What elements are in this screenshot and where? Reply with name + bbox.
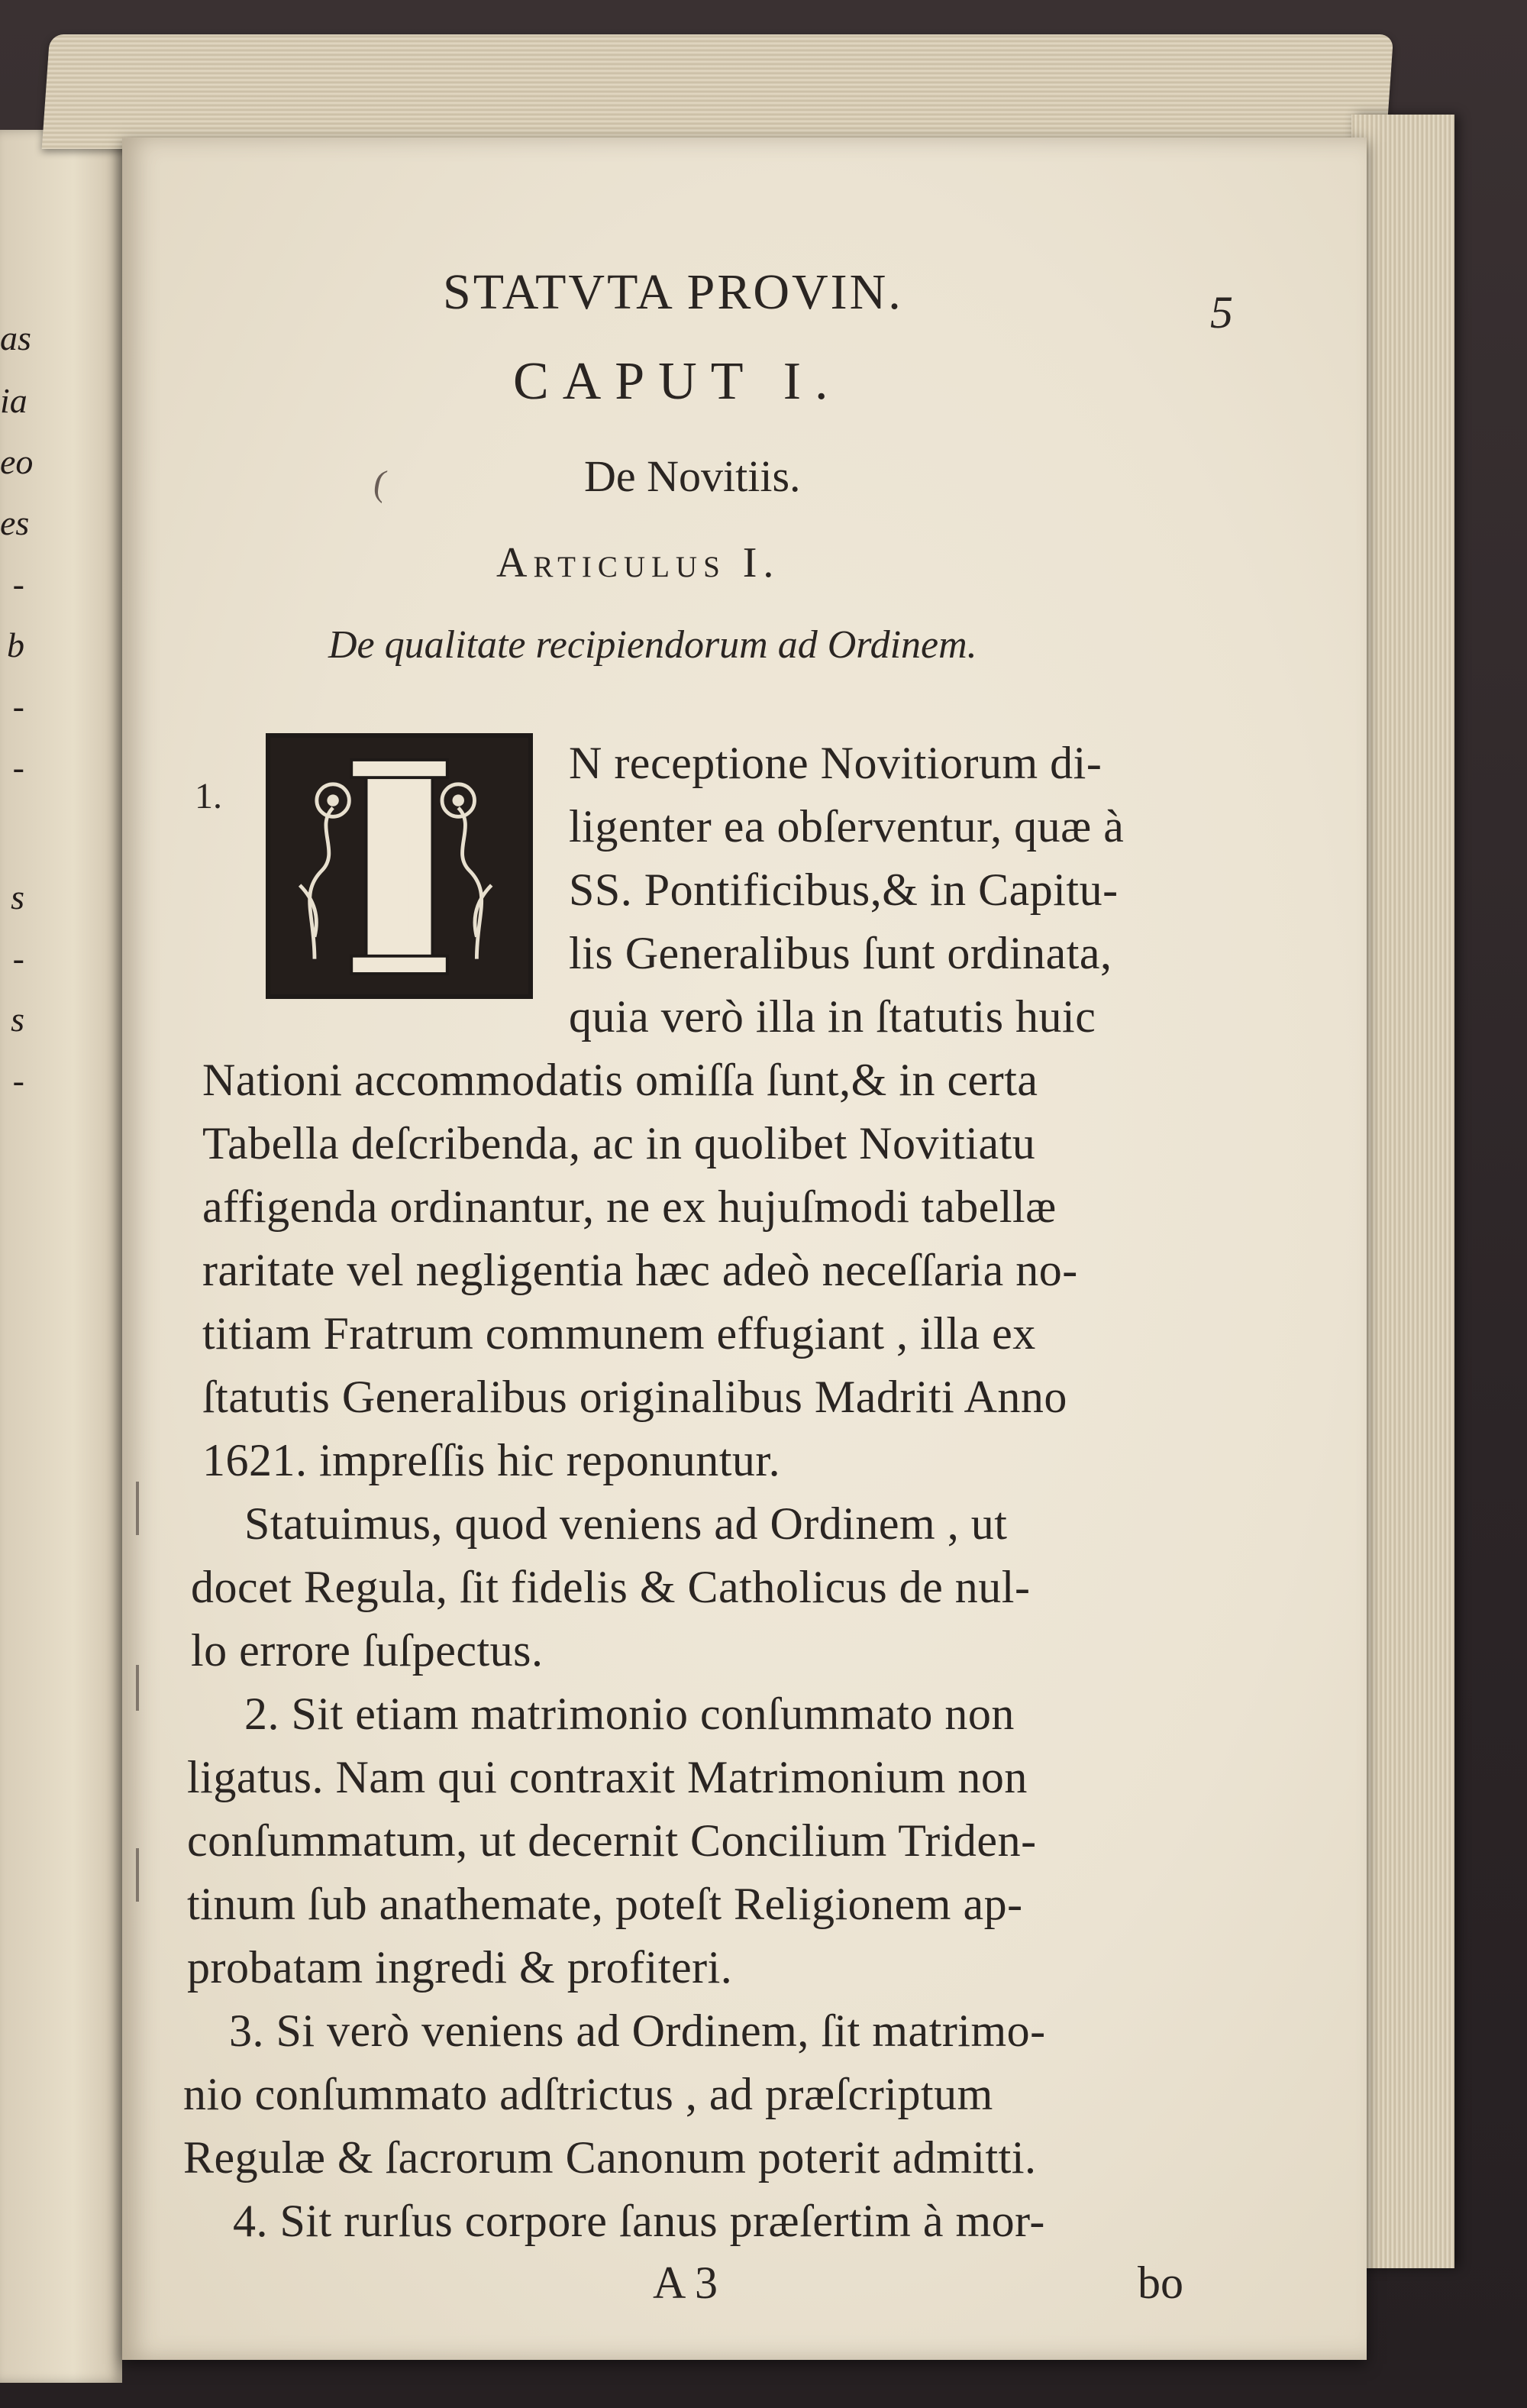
text-line: ligenter ea obſerventur, quæ à bbox=[569, 801, 1125, 852]
text-line: Nationi accommodatis omiſſa ſunt,& in certa bbox=[202, 1055, 1038, 1105]
text-line: docet Regula, ſit fidelis & Catholicus de nul- bbox=[191, 1562, 1031, 1612]
article-heading: De qualitate recipiendorum ad Ordinem. bbox=[328, 623, 977, 667]
initial-letter: I bbox=[368, 781, 431, 985]
pencil-mark: ( bbox=[370, 462, 390, 504]
text-line: 1621. impreſſis hic reponuntur. bbox=[202, 1435, 781, 1485]
gutter-mark bbox=[136, 1665, 139, 1711]
text-line: nio conſummato adſtrictus , ad præſcriptum bbox=[183, 2069, 993, 2119]
left-fragment: - bbox=[12, 564, 24, 603]
text-line: ſtatutis Generalibus originalibus Madriti Anno bbox=[202, 1372, 1067, 1422]
folio-mark: 5 bbox=[1210, 287, 1233, 338]
text-line: ligatus. Nam qui contraxit Matrimonium non bbox=[187, 1752, 1028, 1802]
section-number: 1. bbox=[195, 776, 222, 816]
signature-mark: A 3 bbox=[653, 2258, 718, 2308]
gutter-mark bbox=[136, 1482, 139, 1535]
left-fragment: s bbox=[11, 1000, 24, 1039]
text-line: affigenda ordinantur, ne ex hujuſmodi tabellæ bbox=[202, 1181, 1057, 1232]
left-fragment: s bbox=[11, 878, 24, 916]
text-line: tinum ſub anathemate, poteſt Religionem ap- bbox=[187, 1879, 1023, 1929]
text-line: Regulæ & ſacrorum Canonum poterit admitti. bbox=[183, 2132, 1037, 2183]
text-line: lis Generalibus ſunt ordinata, bbox=[569, 928, 1112, 978]
article-title: Articulus I. bbox=[496, 539, 780, 587]
left-fragment: - bbox=[12, 939, 24, 978]
previous-page-edge bbox=[0, 130, 122, 2383]
page-block-fore-edge bbox=[1351, 115, 1454, 2268]
chapter-title: CAPUT I. bbox=[513, 352, 842, 411]
text-line: Tabella deſcribenda, ac in quolibet Novitiatu bbox=[202, 1118, 1036, 1168]
left-fragment: eo bbox=[0, 442, 34, 481]
page-block-top-edge bbox=[42, 34, 1393, 149]
left-fragment: - bbox=[12, 748, 24, 787]
text-line: titiam Fratrum communem effugiant , illa ex bbox=[202, 1308, 1036, 1359]
left-fragment: - bbox=[12, 687, 24, 726]
text-line: probatam ingredi & profiteri. bbox=[187, 1942, 733, 1993]
left-fragment: ia bbox=[0, 381, 27, 420]
left-fragment: - bbox=[12, 1061, 24, 1100]
catchword: bo bbox=[1138, 2258, 1183, 2308]
text-line: 4. Sit rurſus corpore ſanus præſertim à mor- bbox=[233, 2196, 1045, 2246]
running-title: STATVTA PROVIN. bbox=[443, 264, 903, 320]
left-fragment: es bbox=[0, 503, 30, 542]
gutter-mark bbox=[136, 1848, 139, 1902]
text-line: lo errore ſuſpectus. bbox=[191, 1625, 544, 1676]
text-line: N receptione Novitiorum di- bbox=[569, 738, 1102, 788]
text-line: conſummatum, ut decernit Concilium Triden- bbox=[187, 1815, 1037, 1866]
left-fragment: as bbox=[0, 318, 31, 357]
text-line: raritate vel negligentia hæc adeò neceſſaria no- bbox=[202, 1245, 1078, 1295]
decorated-initial bbox=[266, 733, 533, 999]
text-line: SS. Pontificibus,& in Capitu- bbox=[569, 865, 1119, 915]
chapter-subtitle: De Novitiis. bbox=[584, 451, 801, 501]
text-line: 2. Sit etiam matrimonio conſummato non bbox=[244, 1689, 1015, 1739]
text-line: Statuimus, quod veniens ad Ordinem , ut bbox=[244, 1498, 1008, 1549]
left-fragment: b bbox=[7, 625, 24, 664]
text-line: quia verò illa in ſtatutis huic bbox=[569, 991, 1096, 1042]
text-line: 3. Si verò veniens ad Ordinem, ſit matrimo- bbox=[229, 2006, 1046, 2056]
decorated-initial-art bbox=[270, 738, 528, 994]
